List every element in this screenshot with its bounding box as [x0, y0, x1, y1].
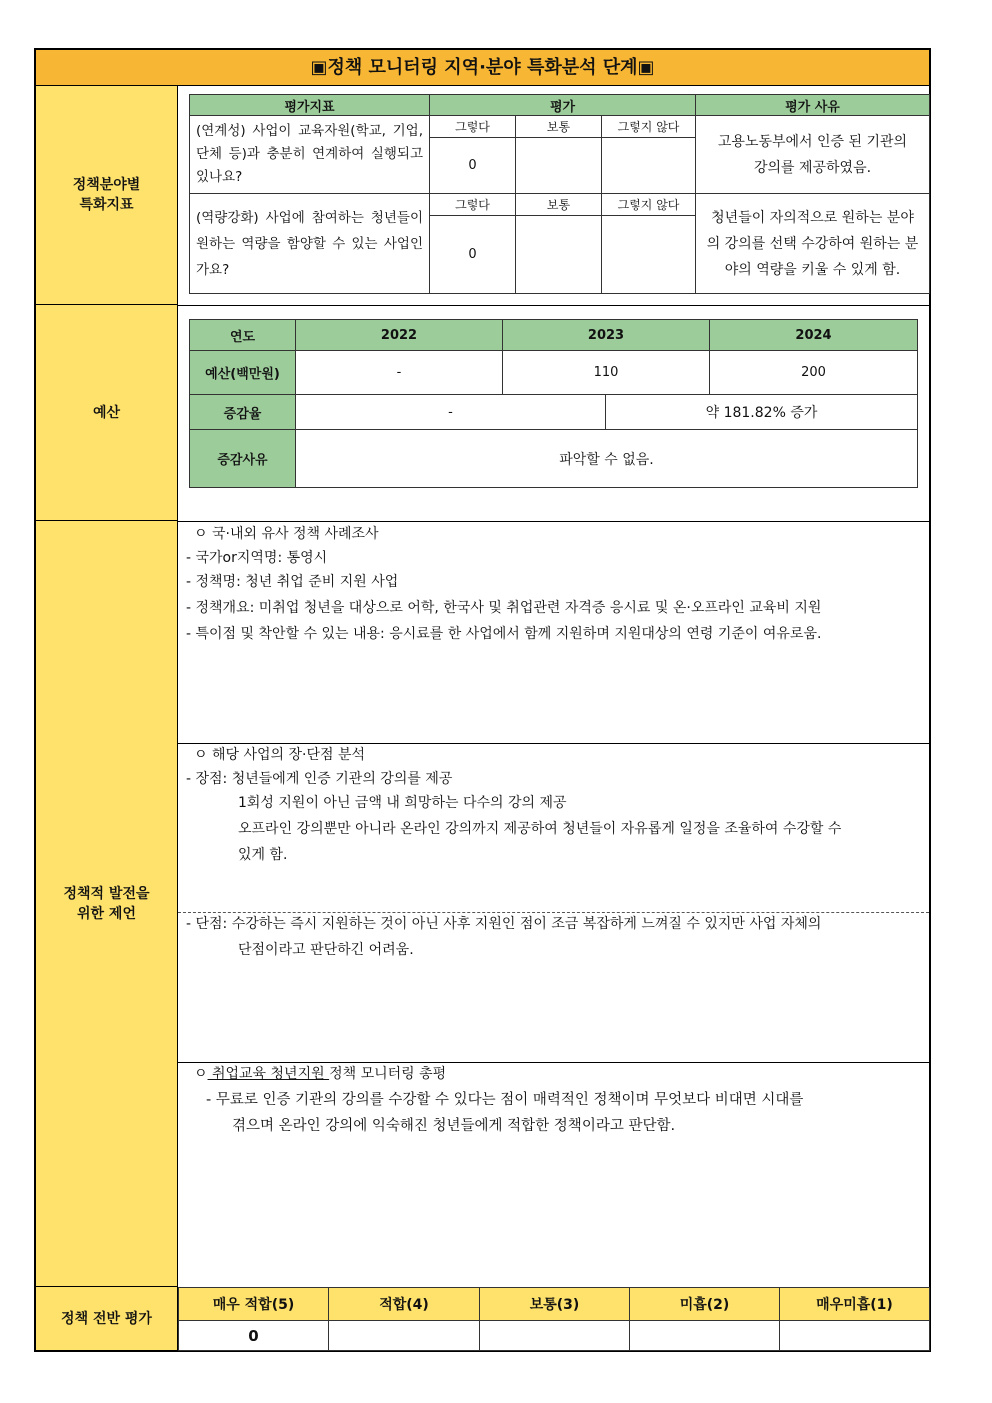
question-2: (역량강화) 사업에 참여하는 청년들이 원하는 역량을 함양할 수 있는 사업인가요?: [190, 194, 430, 294]
header-eval: 평가: [430, 95, 696, 116]
grade-2: 미흡(2): [630, 1288, 780, 1321]
summary-line: 겪으며 온라인 강의에 익숙해진 청년들에게 적합한 정책이라고 판단함.: [232, 1118, 676, 1134]
case-line: - 특이점 및 착안할 수 있는 내용: 응시료를 한 사업에서 함께 지원하며 지원대상의 연령 기준이 여유로움.: [186, 626, 822, 642]
option-yes-2: 그렇다: [430, 194, 516, 216]
budget-reason: 파악할 수 없음.: [296, 430, 918, 488]
grade-4: 적합(4): [329, 1288, 480, 1321]
pros-line: 있게 함.: [238, 847, 288, 863]
year-label: 연도: [190, 320, 296, 351]
change-left: -: [296, 395, 606, 430]
option-yes-1: 그렇다: [430, 116, 516, 138]
case-line: - 정책명: 청년 취업 준비 지원 사업: [186, 574, 399, 590]
overall-table: [178, 1287, 930, 1351]
mark-normal-1: [516, 138, 602, 194]
mark-no-2: [602, 216, 696, 294]
amount-2022: -: [296, 351, 503, 395]
year-2024: 2024: [710, 320, 918, 351]
change-right: 약 181.82% 증가: [606, 395, 918, 430]
case-heading: ㅇ 국·내외 유사 정책 사례조사: [194, 526, 379, 542]
grade-mark-4: [329, 1321, 480, 1351]
amount-2024: 200: [710, 351, 918, 395]
case-line: - 정책개요: 미취업 청년을 대상으로 어학, 한국사 및 취업관련 자격증 응시료 및 온·오프라인 교육비 지원: [186, 600, 822, 616]
mark-normal-2: [516, 216, 602, 294]
pros-line: 오프라인 강의뿐만 아니라 온라인 강의까지 제공하여 청년들이 자유롭게 일정을 조율하여 수강할 수: [238, 821, 842, 837]
overall-label: 정책 전반 평가: [36, 1287, 178, 1350]
question-1: (연계성) 사업이 교육자원(학교, 기업, 단체 등)과 충분히 연계하여 실행되고 있나요?: [190, 116, 430, 194]
analysis-heading: ㅇ 해당 사업의 장·단점 분석: [194, 747, 366, 763]
change-label: 증감율: [190, 395, 296, 430]
year-2022: 2022: [296, 320, 503, 351]
option-no-1: 그렇지 않다: [602, 116, 696, 138]
year-2023: 2023: [503, 320, 710, 351]
grade-mark-3: [480, 1321, 630, 1351]
reason-2: 청년들이 자의적으로 원하는 분야의 강의를 선택 수강하여 원하는 분야의 역량을 키울 수 있게 함.: [696, 194, 930, 294]
mark-no-1: [602, 138, 696, 194]
budget-label: 예산: [36, 305, 178, 521]
option-normal-2: 보통: [516, 194, 602, 216]
reason-1: 고용노동부에서 인증 된 기관의 강의를 제공하였음.: [696, 116, 930, 194]
mark-yes-2: 0: [430, 216, 516, 294]
amount-label: 예산(백만원): [190, 351, 296, 395]
pros-line: 1회성 지원이 아닌 금액 내 희망하는 다수의 강의 제공: [238, 795, 567, 811]
grade-1: 매우미흡(1): [780, 1288, 930, 1321]
reason-label: 증감사유: [190, 430, 296, 488]
form-title: ▣정책 모니터링 지역·분야 특화분석 단계▣: [36, 50, 929, 86]
grade-mark-2: [630, 1321, 780, 1351]
option-normal-1: 보통: [516, 116, 602, 138]
case-study-section: [186, 521, 921, 647]
grade-mark-1: [780, 1321, 930, 1351]
mark-yes-1: 0: [430, 138, 516, 194]
budget-table: [189, 319, 918, 488]
grade-3: 보통(3): [480, 1288, 630, 1321]
policy-monitoring-form: [34, 48, 931, 1352]
cons-line: 단점이라고 판단하긴 어려움.: [238, 942, 414, 958]
grade-mark-5: 0: [179, 1321, 329, 1351]
summary-topic: 취업교육 청년지원: [207, 1066, 330, 1082]
header-indicator: 평가지표: [190, 95, 430, 116]
pros-first-line: - 장점: 청년들에게 인증 기관의 강의를 제공: [186, 771, 453, 787]
indicator-table: [189, 94, 930, 294]
grade-5: 매우 적합(5): [179, 1288, 329, 1321]
case-line: - 국가or지역명: 통영시: [186, 550, 328, 566]
amount-2023: 110: [503, 351, 710, 395]
summary-heading-rest: 정책 모니터링 총평: [329, 1066, 447, 1082]
summary-heading: [186, 1061, 921, 1087]
proposal-label: 정책적 발전을 위한 제언: [36, 521, 178, 1287]
summary-line: - 무료로 인증 기관의 강의를 수강할 수 있다는 점이 매력적인 정책이며 무엇보다 비대면 시대를: [206, 1092, 804, 1108]
summary-bullet: ㅇ: [194, 1066, 208, 1082]
cons-section: [186, 911, 921, 963]
header-reason: 평가 사유: [696, 95, 930, 116]
indicators-label: 정책분야별 특화지표: [36, 86, 178, 305]
summary-section: [186, 1061, 921, 1139]
cons-first-line: - 단점: 수강하는 즉시 지원하는 것이 아닌 사후 지원인 점이 조금 복잡하게 느껴질 수 있지만 사업 자체의: [186, 916, 822, 932]
option-no-2: 그렇지 않다: [602, 194, 696, 216]
pros-cons-section: [186, 742, 921, 868]
